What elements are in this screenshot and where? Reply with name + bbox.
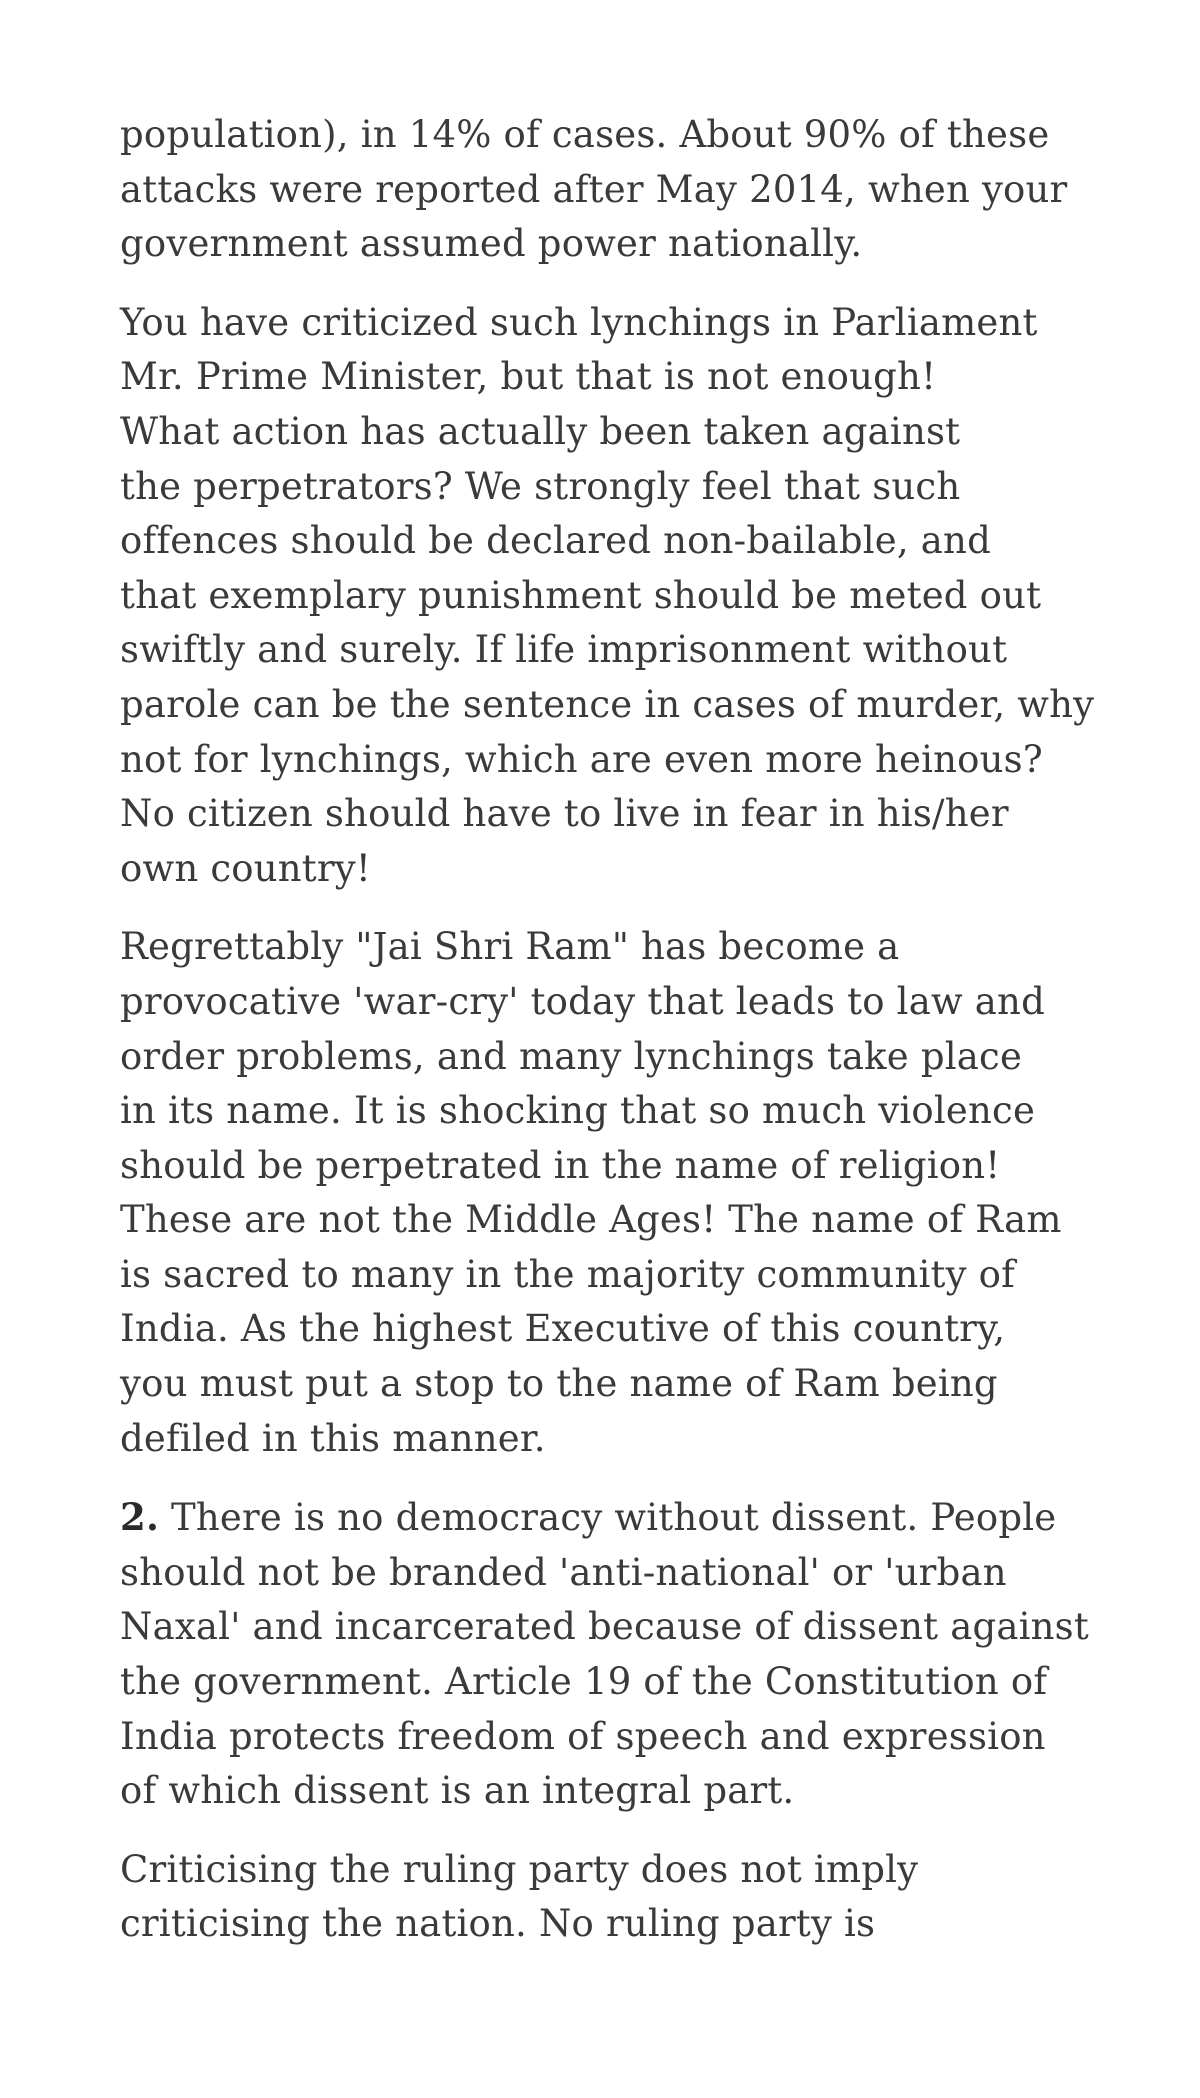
- point-number: 2.: [120, 1495, 160, 1540]
- text-line: India protects freedom of speech and expression: [120, 1714, 1046, 1758]
- text-line: should be perpetrated in the name of religion!: [120, 1143, 1001, 1187]
- text-line: should not be branded 'anti-national' or 'urban: [120, 1550, 1007, 1594]
- text-line: swiftly and surely. If life imprisonment without: [120, 628, 1008, 672]
- paragraph-5: [120, 1843, 1100, 1952]
- text-line: Regrettably "Jai Shri Ram" has become a: [120, 925, 900, 969]
- text-line: population), in 14% of cases. About 90% of these: [120, 113, 1050, 156]
- text-line: offences should be declared non-bailable, and: [120, 519, 991, 563]
- text-line: You have criticized such lynchings in Parliament: [120, 300, 1038, 344]
- text-line: that exemplary punishment should be meted out: [120, 573, 1042, 617]
- text-line: What action has actually been taken against: [120, 409, 961, 453]
- text-line: India. As the highest Executive of this country,: [120, 1307, 1006, 1351]
- paragraph-1: [120, 108, 1100, 272]
- letter-body: [120, 108, 1100, 1976]
- text-line: government assumed power nationally.: [120, 222, 863, 266]
- text-line: Criticising the ruling party does not imply: [120, 1847, 919, 1891]
- text-line: parole can be the sentence in cases of murder, why: [120, 682, 1095, 726]
- text-line: in its name. It is shocking that so much violence: [120, 1089, 1036, 1133]
- text-line: [120, 1490, 1100, 1546]
- text-line: own country!: [120, 846, 371, 890]
- text-line: order problems, and many lynchings take place: [120, 1034, 1023, 1078]
- text-line: the perpetrators? We strongly feel that such: [120, 464, 961, 508]
- text-line: the government. Article 19 of the Constitution of: [120, 1660, 1048, 1704]
- text-line: Mr. Prime Minister, but that is not enough!: [120, 355, 937, 399]
- paragraph-2: [120, 296, 1100, 897]
- text-line: of which dissent is an integral part.: [120, 1769, 795, 1813]
- text-line: not for lynchings, which are even more heinous?: [120, 737, 1043, 781]
- text-line: you must put a stop to the name of Ram being: [120, 1362, 998, 1406]
- text-line: defiled in this manner.: [120, 1416, 546, 1460]
- text-line: Naxal' and incarcerated because of dissent against: [120, 1605, 1089, 1649]
- text-line: No citizen should have to live in fear in his/her: [120, 792, 1009, 836]
- text-line: provocative 'war-cry' today that leads to law and: [120, 979, 1045, 1023]
- text-line-content: There is no democracy without dissent. People: [159, 1496, 1057, 1540]
- text-line: criticising the nation. No ruling party is: [120, 1902, 876, 1946]
- paragraph-3: [120, 920, 1100, 1466]
- text-line: is sacred to many in the majority community of: [120, 1252, 1016, 1296]
- text-line: These are not the Middle Ages! The name of Ram: [120, 1198, 1062, 1242]
- text-line: attacks were reported after May 2014, when your: [120, 167, 1068, 211]
- paragraph-4: [120, 1490, 1100, 1819]
